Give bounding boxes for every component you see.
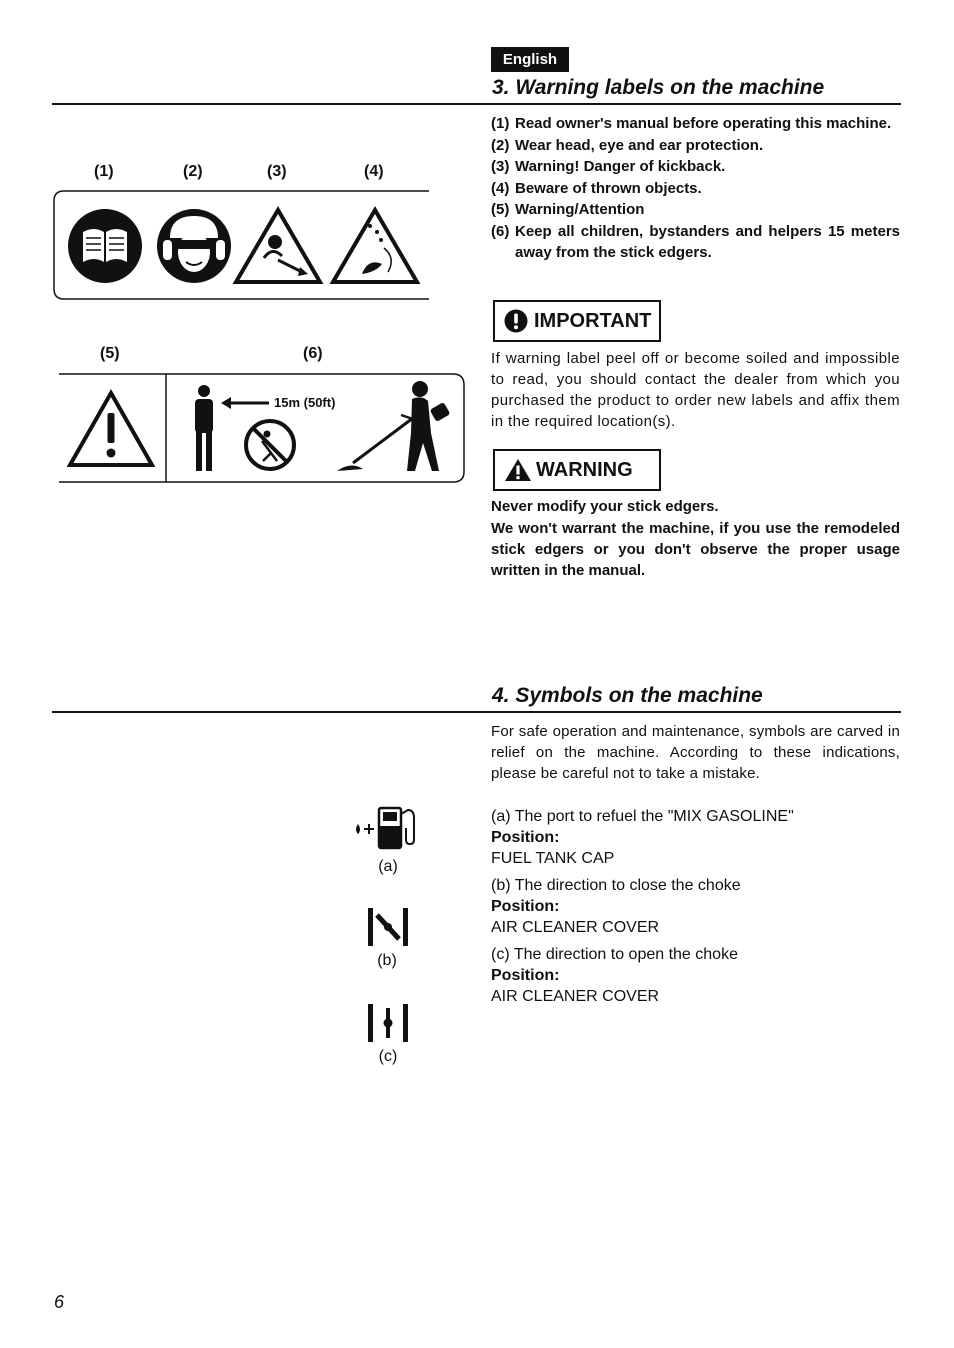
figure-label-1: (1) xyxy=(94,163,114,180)
warning-label-sticker-bottom xyxy=(57,371,467,485)
list-item: (6) Keep all children, bystanders and helpers 15 meters away from the stick edgers. xyxy=(491,222,900,261)
symbol-def-a xyxy=(491,806,900,869)
important-box xyxy=(493,300,661,342)
distance-arrow-icon xyxy=(221,397,269,409)
warning-line1: Never modify your stick edgers. xyxy=(491,498,719,515)
figure-label-5: (5) xyxy=(100,345,120,362)
symbol-caption-b: (b) xyxy=(377,952,397,969)
figure-label-6: (6) xyxy=(303,345,323,362)
warning-label: WARNING xyxy=(536,458,633,481)
thrown-objects-icon xyxy=(333,210,417,282)
fuel-pump-icon xyxy=(350,804,420,850)
choke-open-icon xyxy=(367,1003,409,1043)
symbol-caption-c: (c) xyxy=(378,1048,398,1065)
important-text: If warning label peel off or become soiled and impossible to read, you should contact the dealer from which you purchased the product to order new labels and affix them in the required location(s). xyxy=(491,350,900,430)
figure-label-3: (3) xyxy=(267,163,287,180)
distance-label: 15m (50ft) xyxy=(274,395,336,410)
list-item: (3) Warning! Danger of kickback. xyxy=(491,158,726,175)
list-item: (2) Wear head, eye and ear protection. xyxy=(491,136,764,154)
choke-close-icon xyxy=(367,907,409,947)
warning-label-sticker-top xyxy=(50,188,432,304)
section4-title: 4. Symbols on the machine xyxy=(492,684,763,707)
no-children-icon xyxy=(246,421,294,469)
warning-box xyxy=(493,449,661,491)
bystander-icon xyxy=(195,385,213,471)
symbol-pos-value-c: AIR CLEANER COVER xyxy=(491,988,660,1005)
figure-label-4: (4) xyxy=(364,163,384,180)
list-item: (4) Beware of thrown objects. xyxy=(491,179,702,197)
list-item: (1) Read owner's manual before operating this machine. xyxy=(491,115,892,132)
important-label: IMPORTANT xyxy=(534,309,652,332)
symbol-def-c xyxy=(491,944,900,1007)
page-number: 6 xyxy=(54,1292,65,1312)
exclamation-circle-icon xyxy=(504,309,528,333)
attention-triangle-icon xyxy=(70,393,152,465)
symbol-pos-label-a: Position: xyxy=(491,829,560,846)
symbol-pos-value-a: FUEL TANK CAP xyxy=(491,850,615,867)
section4-intro: For safe operation and maintenance, symbols are carved in relief on the machine. According to these indications, please be careful not to take a mistake. xyxy=(491,723,900,782)
read-manual-icon xyxy=(68,209,142,283)
warning-line2: We won't warrant the machine, if you use the remodeled stick edgers or you don't observe the proper usage written in the manual. xyxy=(491,520,900,579)
symbol-def-b xyxy=(491,875,900,938)
symbol-caption-a: (a) xyxy=(378,858,398,875)
symbol-pos-value-b: AIR CLEANER COVER xyxy=(491,919,660,936)
symbol-desc-a: (a) The port to refuel the "MIX GASOLINE" xyxy=(491,808,794,825)
section3-title: 3. Warning labels on the machine xyxy=(492,76,825,99)
symbol-pos-label-c: Position: xyxy=(491,967,560,984)
symbol-desc-b: (b) The direction to close the choke xyxy=(491,877,741,894)
warning-labels-list xyxy=(491,113,900,264)
symbol-desc-c: (c) The direction to open the choke xyxy=(491,946,738,963)
kickback-warning-icon xyxy=(236,210,320,282)
list-item: (5) Warning/Attention xyxy=(491,201,645,218)
warning-triangle-icon xyxy=(504,458,532,482)
language-badge: English xyxy=(491,47,569,72)
figure-label-2: (2) xyxy=(183,163,203,180)
symbol-pos-label-b: Position: xyxy=(491,898,560,915)
operator-icon xyxy=(337,381,450,471)
protection-gear-icon xyxy=(157,209,231,283)
section4-rule xyxy=(52,711,901,713)
section3-rule xyxy=(52,103,901,105)
